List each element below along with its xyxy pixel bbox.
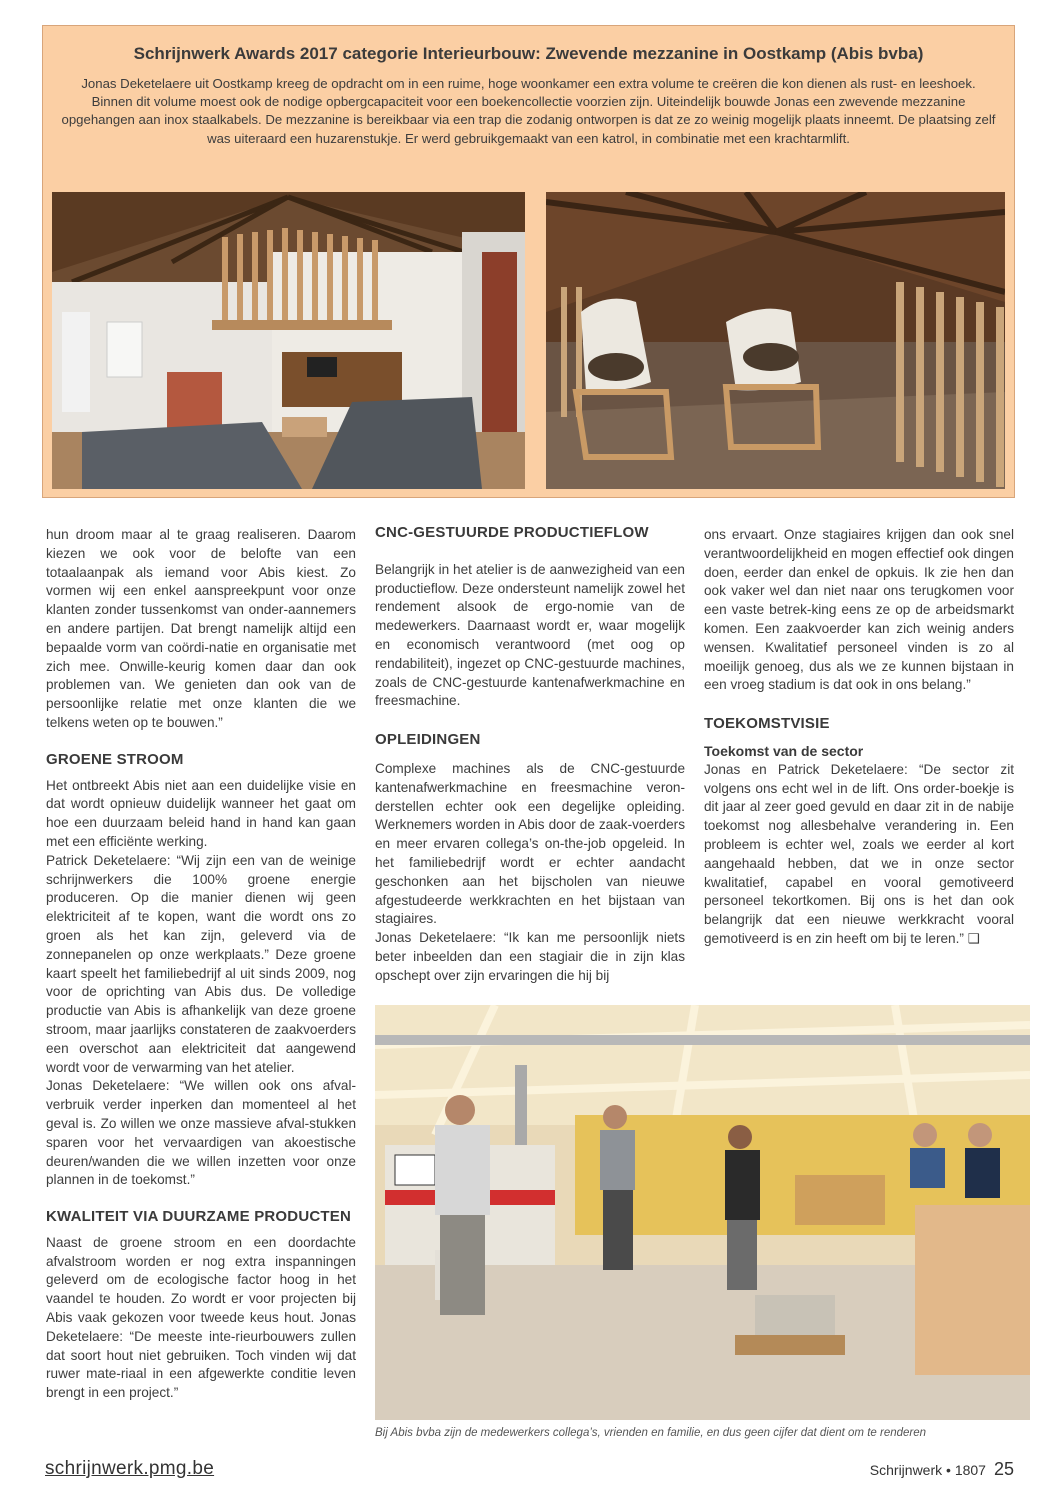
col2-paragraph-2: Complexe machines als de CNC-gestuurde kantenafwerkmachine en freesmachine veron-derstellen echter ook een degelijke opleiding. Werknemers worden in Abis door de zaak-voerders en meer ervaren collega’s on-the-job opgeleid. In het familiebedrijf wordt er echter aandacht geschonken aan het bijscholen van nieuwe afgestudeerde werkkrachten en het bijstaan van stagiaires. (375, 760, 685, 927)
col1-paragraph-1: hun droom maar al te graag realiseren. Daarom kiezen we ook voor de belofte van een totaalaanpak als iemand voor Abis kiest. Zo vormen wij een enkel aanspreekpunt voor onze klanten zonder tussenkomst van onder-aannemers en andere partijen. Dat brengt namelijk altijd een bepaalde vorm van coördi-natie en organisatie met zich mee. Onwille-keurig komen daar dan ook problemen van. We genieten dan ook van de persoonlijke relatie met onze klanten die we telkens weten op te bouwen.” (46, 527, 356, 730)
column-3 (704, 526, 1014, 949)
award-text: Jonas Deketelaere uit Oostkamp kreeg de opdracht om in een ruime, hoge woonkamer een extra volume te creëren die kon dienen als rust- en leeshoek. Binnen dit volume moest ook de nodige opbergcapaciteit voor een boekencollectie voorzien zijn. Uiteindelijk bouwde Jonas een zwevende mezzanine opgehangen aan inox staalkabels. De mezzanine is bereikbaar via een trap die zodanig ontworpen is dat ze zo weinig mogelijk plaats inneemt. De plaatsing zelf was uiteraard een huzarenstukje. Er werd gebruikgemaakt van een katrol, in combinatie met een krachtarmlift. (61, 76, 996, 146)
col1-paragraph-4: Jonas Deketelaere: “We willen ook ons afval-verbruik verder inperken dan momenteel al het geval is. Zo willen we onze massieve afval-stukken sparen voor het vervaardigen van akoestische deuren/wanden die we willen inzetten voor onze plannen in de toekomst.” (46, 1078, 356, 1188)
subheading-toekomst: Toekomst van de sector (704, 742, 864, 759)
heading-cnc: CNC-GESTUURDE PRODUCTIEFLOW (375, 524, 649, 541)
workshop-photo (375, 1005, 1030, 1420)
photo-caption: Bij Abis bvba zijn de medewerkers collega’s, vrienden en familie, en dus geen cijfer dat dient om te renderen (375, 1427, 927, 1439)
col2-paragraph-1: Belangrijk in het atelier is de aanwezigheid van een productieflow. Deze ondersteunt namelijk zowel het rendement alsook de ergo-nomie van de medewerkers. Daarnaast wordt er, waar mogelijk en economisch verantwoord (met oog op rendabiliteit), ingezet op CNC-gestuurde machines, zoals de CNC-gestuurde kantenafwerkmachine en freesmachine. (375, 561, 685, 709)
footer-website-link[interactable]: schrijnwerk.pmg.be (45, 1458, 215, 1479)
heading-kwaliteit: KWALITEIT VIA DUURZAME PRODUCTEN (46, 1208, 352, 1226)
award-title: Schrijnwerk Awards 2017 categorie Interieurbouw: Zwevende mezzanine in Oostkamp (Abis bvba) (133, 44, 924, 63)
heading-opleidingen: OPLEIDINGEN (375, 731, 481, 749)
living-room-photo (52, 192, 525, 489)
col3-paragraph-2: Jonas en Patrick Deketelaere: “De sector zit volgens ons echt wel in de lift. Ons order-boekje is dit jaar al zeer goed gevuld en daar zit in de nabije toekomst nog allesbehalve verandering in. Een probleem is echter wel, zoals we eerder al kort aangehaald hebben, dat we in onze sector kwalitatief, capabel en vooral gemotiveerd personeel tekortkomen. Bij ons is het dan ook belangrijk dat een nieuwe werkkracht vooral gemotiveerd is en zin heeft om bij te leren.” ❑ (704, 761, 1014, 946)
col3-paragraph-1: ons ervaart. Onze stagiaires krijgen dan ook snel verantwoordelijkheid en mogen effectief ook dingen doen, eerder dan enkel de opkuis. Ik zie hen dan ook vaker wel dan niet naar ons terugkomen voor een vaste betrek-king eens ze op de arbeidsmarkt komen. Een zaakvoerder kan zich weinig anders wensen. Kwalitatief personeel vinden is zo al moeilijk genoeg, dus als we ze kunnen bijstaan in een vroeg stadium is dat ook in ons belang.” (704, 527, 1014, 693)
footer-magazine: Schrijnwerk • 1807 (869, 1462, 986, 1478)
col1-paragraph-5: Naast de groene stroom en een doordachte afvalstroom worden er nog extra inspanningen geleverd om de ecologische factor hoog in het vaandel te houden. Zo wordt er voor projecten bij Abis vaak gekozen voor tweede keus hout. Jonas Deketelaere: “De meeste inte-rieurbouwers zullen dat soort hout niet gebruiken. Toch vinden wij dat ruwer mate-riaal in een afgewerkte conditie leven brengt in een project.” (46, 1234, 356, 1401)
mezzanine-photo (546, 192, 1005, 489)
heading-groene-stroom: GROENE STROOM (46, 750, 184, 768)
heading-toekomstvisie: TOEKOMSTVISIE (704, 715, 830, 733)
col1-paragraph-3: Patrick Deketelaere: “Wij zijn een van de weinige schrijnwerkers die 100% groene energie produceren. Op die manier dienen wij geen elektriciteit af te kopen, want die wordt ons zo groen als het kan zijn, geleverd via de zonnepanelen op onze werkplaats.” Deze groene kaart speelt het familiebedrijf al uit sinds 2009, nog voor de oprichting van Abis dus. De volledige productie van Abis is afhankelijk van deze groene stroom, maar jaarlijks constateren de zaakvoerders een overschot aan elektriciteit dat aangewend wordt voor de verwarming van het atelier. (46, 852, 356, 1075)
column-2 (375, 524, 685, 986)
page-number: 25 (993, 1459, 1014, 1479)
col2-paragraph-3: Jonas Deketelaere: “Ik kan me persoonlijk niets beter inbeelden dan een stagiair die in zijn klas opschept over zijn ervaringen die hij bij (375, 930, 685, 983)
footer-page-info (870, 1459, 1014, 1480)
col1-paragraph-2: Het ontbreekt Abis niet aan een duidelijke visie en dat wordt opnieuw duidelijk wanneer het gaat om hoe een duurzaam beleid hand in hand kan gaan met een efficiënte werking. (46, 777, 356, 849)
column-1 (46, 526, 356, 1403)
